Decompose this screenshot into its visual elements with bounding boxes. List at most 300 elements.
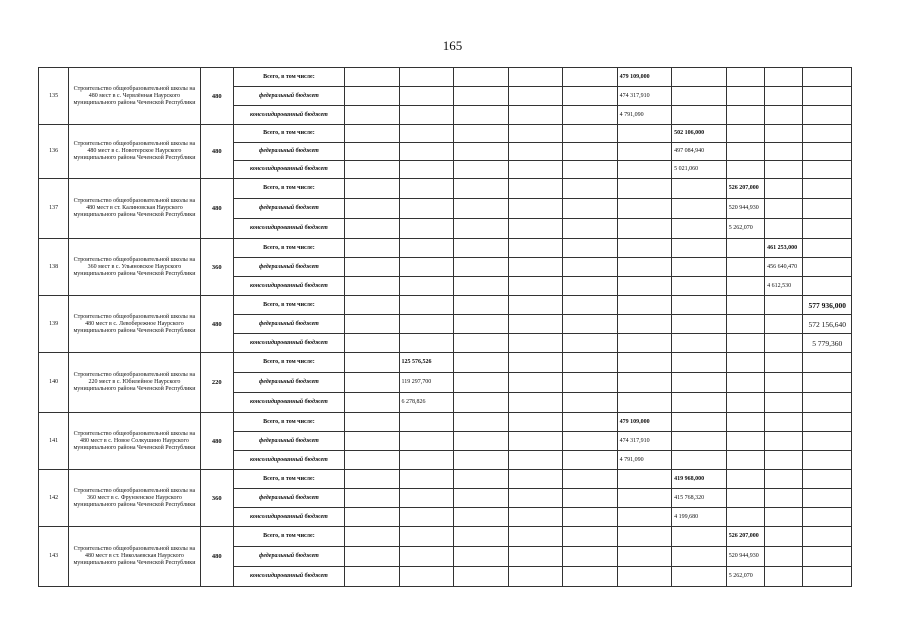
consolidated-value: 4 791,090 bbox=[617, 106, 672, 125]
empty-cell bbox=[726, 373, 764, 393]
empty-cell bbox=[672, 315, 727, 334]
empty-cell bbox=[344, 334, 399, 353]
empty-cell bbox=[765, 219, 803, 239]
empty-cell bbox=[726, 296, 764, 315]
empty-cell bbox=[399, 161, 454, 179]
object-name: Строительство общеобразовательной школы на 480 мест в ст. Калиновская Наурского муниципального района Чеченской Республики bbox=[69, 179, 200, 239]
empty-cell bbox=[508, 315, 563, 334]
empty-cell bbox=[344, 219, 399, 239]
consolidated-value: 5 021,060 bbox=[672, 161, 727, 179]
empty-cell bbox=[563, 258, 618, 277]
empty-cell bbox=[765, 393, 803, 413]
empty-cell bbox=[672, 393, 727, 413]
empty-cell bbox=[726, 125, 764, 143]
empty-cell bbox=[726, 239, 764, 258]
empty-cell bbox=[399, 547, 454, 567]
empty-cell bbox=[803, 547, 852, 567]
empty-cell bbox=[454, 413, 509, 432]
total-label: Всего, в том числе: bbox=[233, 125, 344, 143]
federal-value: 520 944,930 bbox=[726, 199, 764, 219]
federal-label: федеральный бюджет bbox=[233, 315, 344, 334]
capacity: 480 bbox=[200, 413, 233, 470]
federal-label: федеральный бюджет bbox=[233, 199, 344, 219]
empty-cell bbox=[563, 199, 618, 219]
empty-cell bbox=[344, 239, 399, 258]
empty-cell bbox=[399, 567, 454, 587]
empty-cell bbox=[454, 296, 509, 315]
capacity: 360 bbox=[200, 239, 233, 296]
federal-label: федеральный бюджет bbox=[233, 489, 344, 508]
empty-cell bbox=[508, 199, 563, 219]
empty-cell bbox=[803, 106, 852, 125]
empty-cell bbox=[399, 199, 454, 219]
empty-cell bbox=[399, 277, 454, 296]
federal-label: федеральный бюджет bbox=[233, 373, 344, 393]
empty-cell bbox=[803, 219, 852, 239]
empty-cell bbox=[454, 125, 509, 143]
row-number: 141 bbox=[39, 413, 69, 470]
empty-cell bbox=[344, 353, 399, 373]
empty-cell bbox=[726, 451, 764, 470]
federal-value: 119 297,700 bbox=[399, 373, 454, 393]
empty-cell bbox=[672, 106, 727, 125]
capacity: 480 bbox=[200, 527, 233, 587]
empty-cell bbox=[563, 413, 618, 432]
empty-cell bbox=[765, 353, 803, 373]
empty-cell bbox=[672, 296, 727, 315]
consolidated-value: 4 791,090 bbox=[617, 451, 672, 470]
empty-cell bbox=[672, 68, 727, 87]
empty-cell bbox=[617, 353, 672, 373]
federal-value: 415 768,320 bbox=[672, 489, 727, 508]
empty-cell bbox=[508, 161, 563, 179]
empty-cell bbox=[803, 199, 852, 219]
empty-cell bbox=[672, 258, 727, 277]
consolidated-label: консолидированный бюджет bbox=[233, 219, 344, 239]
empty-cell bbox=[803, 489, 852, 508]
empty-cell bbox=[765, 373, 803, 393]
page-number: 165 bbox=[442, 38, 463, 53]
empty-cell bbox=[617, 489, 672, 508]
empty-cell bbox=[803, 87, 852, 106]
empty-cell bbox=[803, 143, 852, 161]
empty-cell bbox=[344, 373, 399, 393]
consolidated-label: консолидированный бюджет bbox=[233, 451, 344, 470]
row-number: 135 bbox=[39, 68, 69, 125]
federal-label: федеральный бюджет bbox=[233, 547, 344, 567]
empty-cell bbox=[454, 470, 509, 489]
empty-cell bbox=[765, 547, 803, 567]
empty-cell bbox=[454, 239, 509, 258]
empty-cell bbox=[508, 432, 563, 451]
total-value: 577 936,000 bbox=[803, 296, 852, 315]
federal-value: 474 317,910 bbox=[617, 432, 672, 451]
empty-cell bbox=[399, 432, 454, 451]
federal-value: 474 317,910 bbox=[617, 87, 672, 106]
empty-cell bbox=[726, 353, 764, 373]
empty-cell bbox=[617, 296, 672, 315]
empty-cell bbox=[508, 451, 563, 470]
table-row bbox=[39, 179, 852, 199]
empty-cell bbox=[508, 68, 563, 87]
consolidated-value: 5 262,070 bbox=[726, 219, 764, 239]
empty-cell bbox=[803, 68, 852, 87]
empty-cell bbox=[399, 489, 454, 508]
empty-cell bbox=[508, 87, 563, 106]
empty-cell bbox=[617, 219, 672, 239]
empty-cell bbox=[617, 315, 672, 334]
total-value: 419 968,000 bbox=[672, 470, 727, 489]
empty-cell bbox=[344, 143, 399, 161]
empty-cell bbox=[454, 393, 509, 413]
empty-cell bbox=[672, 87, 727, 106]
empty-cell bbox=[508, 567, 563, 587]
object-name: Строительство общеобразовательной школы на 480 мест в ст. Николаевская Наурского муниципального района Чеченской Республики bbox=[69, 527, 200, 587]
empty-cell bbox=[344, 470, 399, 489]
empty-cell bbox=[617, 277, 672, 296]
empty-cell bbox=[399, 68, 454, 87]
empty-cell bbox=[765, 567, 803, 587]
empty-cell bbox=[454, 258, 509, 277]
empty-cell bbox=[563, 87, 618, 106]
empty-cell bbox=[454, 199, 509, 219]
empty-cell bbox=[803, 258, 852, 277]
consolidated-value: 5 262,070 bbox=[726, 567, 764, 587]
empty-cell bbox=[726, 68, 764, 87]
empty-cell bbox=[726, 106, 764, 125]
federal-value: 572 156,640 bbox=[803, 315, 852, 334]
empty-cell bbox=[803, 161, 852, 179]
empty-cell bbox=[803, 567, 852, 587]
empty-cell bbox=[399, 106, 454, 125]
empty-cell bbox=[508, 334, 563, 353]
empty-cell bbox=[563, 179, 618, 199]
empty-cell bbox=[344, 508, 399, 527]
budget-table bbox=[38, 67, 852, 587]
row-number: 140 bbox=[39, 353, 69, 413]
empty-cell bbox=[803, 527, 852, 547]
empty-cell bbox=[344, 87, 399, 106]
empty-cell bbox=[344, 179, 399, 199]
empty-cell bbox=[454, 106, 509, 125]
federal-value: 497 084,940 bbox=[672, 143, 727, 161]
empty-cell bbox=[765, 451, 803, 470]
empty-cell bbox=[454, 315, 509, 334]
empty-cell bbox=[726, 143, 764, 161]
empty-cell bbox=[399, 219, 454, 239]
row-number: 143 bbox=[39, 527, 69, 587]
empty-cell bbox=[672, 219, 727, 239]
empty-cell bbox=[508, 125, 563, 143]
empty-cell bbox=[508, 258, 563, 277]
empty-cell bbox=[344, 258, 399, 277]
total-value: 479 109,000 bbox=[617, 413, 672, 432]
empty-cell bbox=[617, 199, 672, 219]
empty-cell bbox=[765, 68, 803, 87]
total-label: Всего, в том числе: bbox=[233, 296, 344, 315]
empty-cell bbox=[617, 547, 672, 567]
federal-value: 520 944,930 bbox=[726, 547, 764, 567]
empty-cell bbox=[617, 179, 672, 199]
federal-label: федеральный бюджет bbox=[233, 258, 344, 277]
empty-cell bbox=[617, 125, 672, 143]
empty-cell bbox=[344, 451, 399, 470]
empty-cell bbox=[765, 334, 803, 353]
empty-cell bbox=[344, 68, 399, 87]
empty-cell bbox=[672, 567, 727, 587]
empty-cell bbox=[454, 143, 509, 161]
capacity: 480 bbox=[200, 179, 233, 239]
empty-cell bbox=[454, 567, 509, 587]
empty-cell bbox=[344, 393, 399, 413]
empty-cell bbox=[617, 393, 672, 413]
row-number: 139 bbox=[39, 296, 69, 353]
empty-cell bbox=[563, 373, 618, 393]
capacity: 220 bbox=[200, 353, 233, 413]
empty-cell bbox=[454, 68, 509, 87]
empty-cell bbox=[672, 413, 727, 432]
empty-cell bbox=[765, 199, 803, 219]
empty-cell bbox=[617, 334, 672, 353]
empty-cell bbox=[726, 470, 764, 489]
empty-cell bbox=[454, 489, 509, 508]
empty-cell bbox=[508, 179, 563, 199]
empty-cell bbox=[563, 315, 618, 334]
consolidated-value: 5 779,360 bbox=[803, 334, 852, 353]
empty-cell bbox=[563, 508, 618, 527]
row-number: 136 bbox=[39, 125, 69, 179]
empty-cell bbox=[563, 527, 618, 547]
empty-cell bbox=[803, 373, 852, 393]
capacity: 480 bbox=[200, 296, 233, 353]
empty-cell bbox=[765, 413, 803, 432]
empty-cell bbox=[726, 432, 764, 451]
empty-cell bbox=[617, 258, 672, 277]
empty-cell bbox=[617, 470, 672, 489]
empty-cell bbox=[803, 277, 852, 296]
table-row bbox=[39, 239, 852, 258]
consolidated-label: консолидированный бюджет bbox=[233, 508, 344, 527]
empty-cell bbox=[563, 219, 618, 239]
empty-cell bbox=[726, 508, 764, 527]
total-label: Всего, в том числе: bbox=[233, 527, 344, 547]
empty-cell bbox=[344, 125, 399, 143]
empty-cell bbox=[765, 161, 803, 179]
empty-cell bbox=[344, 277, 399, 296]
table-row bbox=[39, 413, 852, 432]
total-label: Всего, в том числе: bbox=[233, 179, 344, 199]
empty-cell bbox=[454, 353, 509, 373]
empty-cell bbox=[454, 179, 509, 199]
empty-cell bbox=[726, 161, 764, 179]
empty-cell bbox=[803, 470, 852, 489]
empty-cell bbox=[765, 87, 803, 106]
empty-cell bbox=[672, 527, 727, 547]
consolidated-value: 4 612,530 bbox=[765, 277, 803, 296]
federal-value: 456 640,470 bbox=[765, 258, 803, 277]
empty-cell bbox=[399, 296, 454, 315]
empty-cell bbox=[399, 143, 454, 161]
empty-cell bbox=[672, 373, 727, 393]
empty-cell bbox=[672, 277, 727, 296]
consolidated-value: 4 199,680 bbox=[672, 508, 727, 527]
empty-cell bbox=[672, 432, 727, 451]
empty-cell bbox=[399, 125, 454, 143]
empty-cell bbox=[765, 143, 803, 161]
empty-cell bbox=[563, 547, 618, 567]
empty-cell bbox=[617, 527, 672, 547]
empty-cell bbox=[344, 199, 399, 219]
total-value: 479 109,000 bbox=[617, 68, 672, 87]
empty-cell bbox=[344, 527, 399, 547]
consolidated-label: консолидированный бюджет bbox=[233, 106, 344, 125]
row-number: 142 bbox=[39, 470, 69, 527]
empty-cell bbox=[803, 179, 852, 199]
empty-cell bbox=[454, 161, 509, 179]
object-name: Строительство общеобразовательной школы на 360 мест в с. Ульяновское Наурского муниципального района Чеченской Республики bbox=[69, 239, 200, 296]
empty-cell bbox=[344, 489, 399, 508]
empty-cell bbox=[803, 413, 852, 432]
table-row bbox=[39, 296, 852, 315]
empty-cell bbox=[454, 87, 509, 106]
empty-cell bbox=[617, 508, 672, 527]
empty-cell bbox=[344, 296, 399, 315]
total-label: Всего, в том числе: bbox=[233, 68, 344, 87]
empty-cell bbox=[399, 413, 454, 432]
total-value: 526 207,000 bbox=[726, 527, 764, 547]
empty-cell bbox=[563, 470, 618, 489]
empty-cell bbox=[399, 451, 454, 470]
table-row bbox=[39, 527, 852, 547]
empty-cell bbox=[508, 219, 563, 239]
table-row bbox=[39, 68, 852, 87]
empty-cell bbox=[726, 489, 764, 508]
empty-cell bbox=[563, 296, 618, 315]
empty-cell bbox=[803, 239, 852, 258]
empty-cell bbox=[399, 315, 454, 334]
empty-cell bbox=[508, 489, 563, 508]
empty-cell bbox=[508, 373, 563, 393]
empty-cell bbox=[803, 432, 852, 451]
empty-cell bbox=[399, 179, 454, 199]
empty-cell bbox=[399, 239, 454, 258]
empty-cell bbox=[672, 353, 727, 373]
empty-cell bbox=[617, 239, 672, 258]
empty-cell bbox=[765, 470, 803, 489]
empty-cell bbox=[399, 527, 454, 547]
empty-cell bbox=[508, 106, 563, 125]
empty-cell bbox=[508, 143, 563, 161]
total-label: Всего, в том числе: bbox=[233, 239, 344, 258]
empty-cell bbox=[672, 179, 727, 199]
federal-label: федеральный бюджет bbox=[233, 87, 344, 106]
consolidated-value: 6 278,826 bbox=[399, 393, 454, 413]
empty-cell bbox=[563, 239, 618, 258]
empty-cell bbox=[454, 373, 509, 393]
federal-label: федеральный бюджет bbox=[233, 432, 344, 451]
empty-cell bbox=[803, 393, 852, 413]
empty-cell bbox=[563, 161, 618, 179]
empty-cell bbox=[344, 161, 399, 179]
empty-cell bbox=[765, 125, 803, 143]
empty-cell bbox=[454, 547, 509, 567]
federal-label: федеральный бюджет bbox=[233, 143, 344, 161]
empty-cell bbox=[399, 87, 454, 106]
empty-cell bbox=[563, 68, 618, 87]
empty-cell bbox=[803, 125, 852, 143]
empty-cell bbox=[726, 315, 764, 334]
empty-cell bbox=[344, 432, 399, 451]
empty-cell bbox=[765, 296, 803, 315]
empty-cell bbox=[672, 199, 727, 219]
empty-cell bbox=[508, 239, 563, 258]
empty-cell bbox=[765, 106, 803, 125]
object-name: Строительство общеобразовательной школы на 360 мест в с. Фрунзенское Наурского муниципального района Чеченской Республики bbox=[69, 470, 200, 527]
empty-cell bbox=[563, 451, 618, 470]
empty-cell bbox=[454, 508, 509, 527]
empty-cell bbox=[726, 277, 764, 296]
empty-cell bbox=[508, 470, 563, 489]
object-name: Строительство общеобразовательной школы на 480 мест в с. Левобережное Наурского муниципального района Чеченской Республики bbox=[69, 296, 200, 353]
empty-cell bbox=[508, 413, 563, 432]
empty-cell bbox=[803, 508, 852, 527]
empty-cell bbox=[508, 353, 563, 373]
empty-cell bbox=[765, 315, 803, 334]
empty-cell bbox=[563, 353, 618, 373]
empty-cell bbox=[726, 258, 764, 277]
empty-cell bbox=[454, 277, 509, 296]
empty-cell bbox=[563, 277, 618, 296]
empty-cell bbox=[765, 489, 803, 508]
empty-cell bbox=[454, 451, 509, 470]
empty-cell bbox=[563, 432, 618, 451]
empty-cell bbox=[672, 547, 727, 567]
empty-cell bbox=[765, 432, 803, 451]
empty-cell bbox=[508, 296, 563, 315]
consolidated-label: консолидированный бюджет bbox=[233, 567, 344, 587]
empty-cell bbox=[454, 432, 509, 451]
empty-cell bbox=[508, 527, 563, 547]
empty-cell bbox=[563, 489, 618, 508]
empty-cell bbox=[726, 87, 764, 106]
empty-cell bbox=[672, 451, 727, 470]
empty-cell bbox=[617, 373, 672, 393]
empty-cell bbox=[508, 277, 563, 296]
empty-cell bbox=[617, 143, 672, 161]
object-name: Строительство общеобразовательной школы на 480 мест в с. Новотерское Наурского муниципального района Чеченской Республики bbox=[69, 125, 200, 179]
total-value: 502 106,000 bbox=[672, 125, 727, 143]
empty-cell bbox=[399, 470, 454, 489]
total-label: Всего, в том числе: bbox=[233, 413, 344, 432]
consolidated-label: консолидированный бюджет bbox=[233, 334, 344, 353]
empty-cell bbox=[508, 508, 563, 527]
empty-cell bbox=[399, 508, 454, 527]
table-row bbox=[39, 353, 852, 373]
empty-cell bbox=[726, 334, 764, 353]
object-name: Строительство общеобразовательной школы на 480 мест в с. Новое Солкушино Наурского муниципального района Чеченской Республики bbox=[69, 413, 200, 470]
empty-cell bbox=[399, 334, 454, 353]
empty-cell bbox=[563, 334, 618, 353]
empty-cell bbox=[344, 567, 399, 587]
capacity: 480 bbox=[200, 68, 233, 125]
empty-cell bbox=[803, 451, 852, 470]
empty-cell bbox=[454, 219, 509, 239]
empty-cell bbox=[344, 547, 399, 567]
capacity: 360 bbox=[200, 470, 233, 527]
empty-cell bbox=[563, 143, 618, 161]
object-name: Строительство общеобразовательной школы на 480 мест в с. Червлённая Наурского муниципального района Чеченской Республики bbox=[69, 68, 200, 125]
empty-cell bbox=[617, 161, 672, 179]
